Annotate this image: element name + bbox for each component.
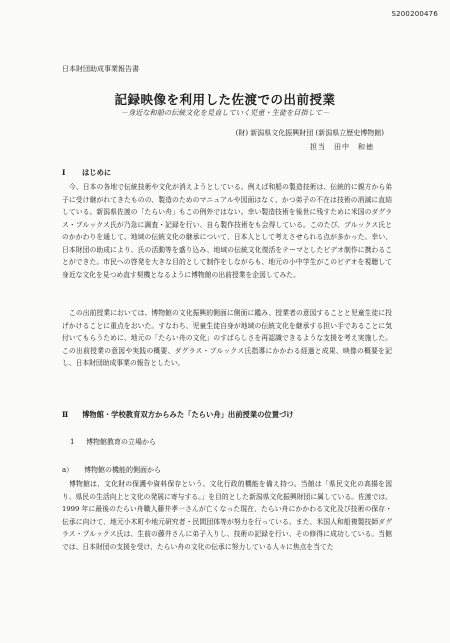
subsection-a-title: 博物館の機能的側面から	[84, 466, 161, 474]
section-1-paragraph-1: 今、日本の各地で伝統技術や文化が消えようとしている。例えば和船の製造技術は、伝統的に親方から弟子に受け継がれてきたものの、製造のためのマニュアルや図面はなく、かつ弟子の不在は技術の消滅に直結している。新潟県佐渡の「たらい舟」もこの例外ではない。幸い製造技術を後世に残すために米国のダグラス・ブルックス氏が乃急に調査・記録を行い、自ら製作技術をも会得している。このたび、ブルックス氏とのかかわりを通して、地域の伝統文化の継承について、日本人として考えさせられる点が多かった。幸い、日本財団の助成により、氏の活動等を盛り込み、地域の伝統文化復活をテーマとしたビデオ制作に携わることができた。市民への啓発を大きな目的として制作をしながらも、地元の小中学生がこのビデオを視聴して身近な文化を見つめ直す契機となるように博物館の出前授業を企図してみた。	[62, 183, 392, 279]
section-1-number: Ⅰ	[62, 168, 66, 177]
subsection-1-number: 1	[70, 438, 75, 446]
section-1-paragraph-2: この出前授業においては、博物館の文化振興的側面に側面に鑑み、授業者の意図することと児童生徒に投げかけることに重点をおいた。すなわち、児童生徒自身が地域の伝統文化を継承する担い手であることに気付いてもらうために、地元の「たらい舟の文化」のすばらしさを再認識できるような支援を考え実施した。この出前授業の意図や実践の概要、ダグラス・ブルックス氏指導にかかわる経過と成果、映像の概要を記し、日本財団助成事業の報告としたい。	[62, 309, 392, 368]
section-1-title: はじめに	[82, 168, 112, 177]
subsection-a-heading	[62, 465, 161, 475]
page-subtitle: －身近な和船の伝統文化を見直していく児童・生徒を目指して－	[120, 108, 330, 117]
section-2-title: 博物館・学校教育双方からみた「たらい舟」出前授業の位置づけ	[82, 410, 294, 419]
report-series-label: 日本財団助成事業報告書	[62, 65, 139, 73]
subsection-1-title: 博物館教育の立場から	[86, 438, 156, 446]
section-2-heading	[62, 410, 294, 420]
author-name: 担当 田中 和徳	[310, 143, 374, 151]
author-affiliation: (財) 新潟県文化振興財団 (新潟県立歴史博物館)	[235, 129, 384, 137]
page-title: 記録映像を利用した佐渡での出前授業	[114, 92, 336, 107]
subsection-a-label: a）	[62, 466, 74, 474]
subsection-1-heading	[70, 437, 156, 447]
section-2-number: Ⅱ	[62, 410, 69, 419]
section-2-paragraph: 博物館は、文化財の保護や資料保存という、文化行政的機能を備え持つ。当館は「県民文化の高揚を図り、県民の生活向上と文化の発展に寄与する。」を目的とした新潟県文化振興財団に属している。佐渡では、1999 年に最後のたらい舟職人藤井孝一さんが亡くなった現在、たらい舟にかかわる文化及び技術の保存・伝承に向けて、地元小木町や地元研究者・民間団体等が努力を行っている。また、米国人和船複製技師ダグラス・ブルックス氏は、生前の藤井さんに弟子入りし、技術の記録を行い、その修得に成功している。当館では、日本財団の支援を受け、たらい舟の文化の伝承に努力している人々に焦点を当てた	[62, 480, 392, 551]
document-id: S200200476	[391, 10, 438, 18]
section-1-heading	[62, 168, 111, 178]
